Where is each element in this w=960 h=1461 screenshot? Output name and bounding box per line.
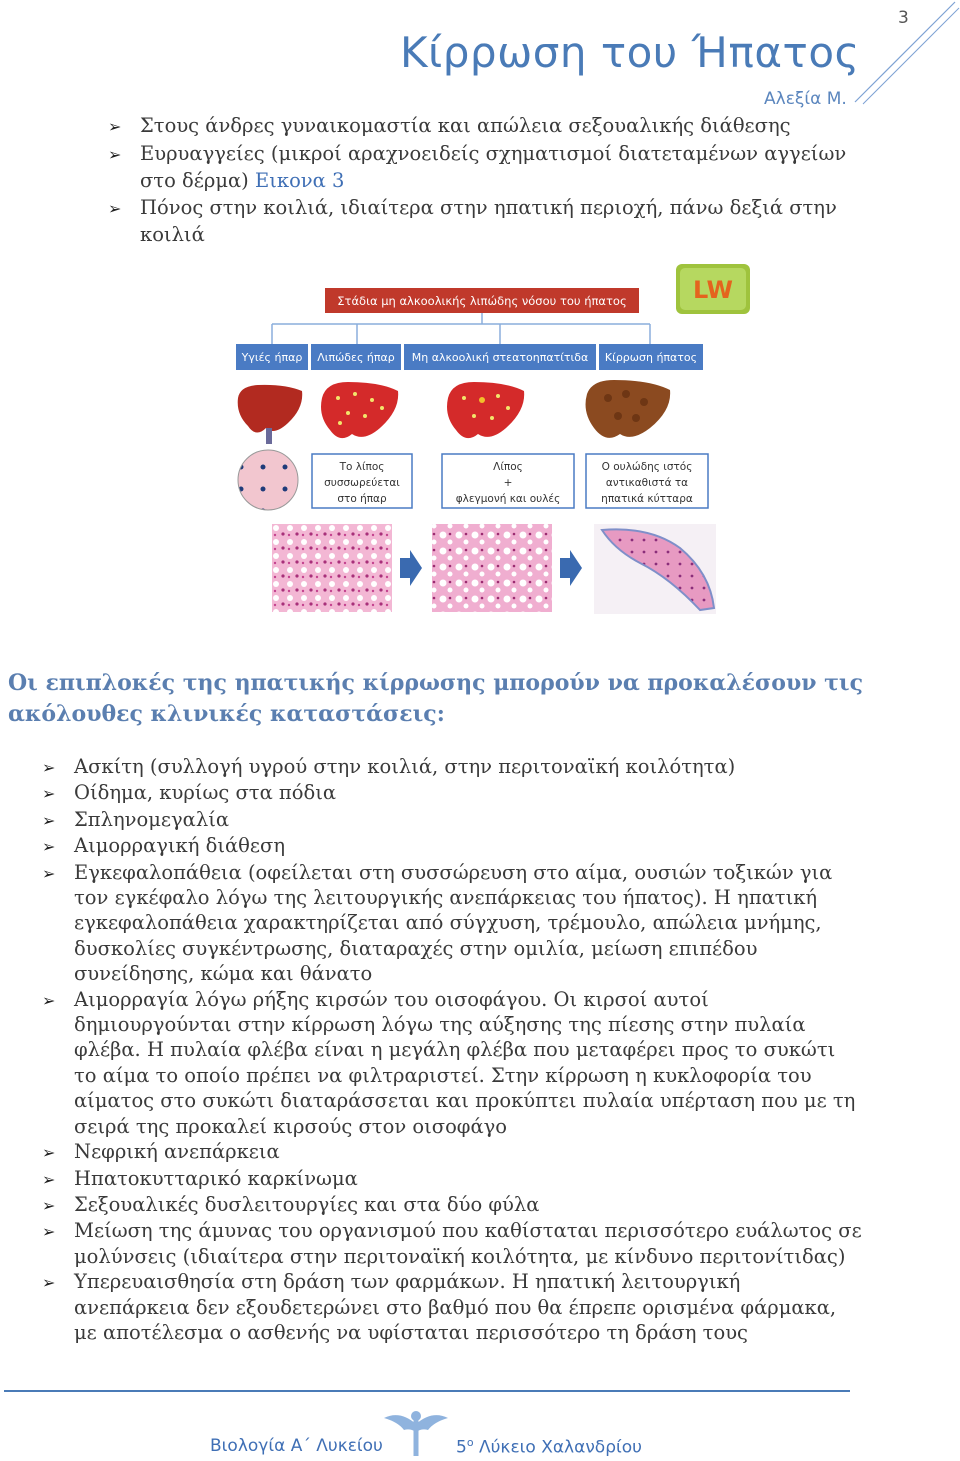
bullet-text: Στους άνδρες γυναικομαστία και απώλεια σεξουαλικής διάθεσης (140, 114, 791, 137)
arrow-bullet-icon: ➢ (108, 145, 122, 164)
author-name: Αλεξία Μ. (764, 89, 847, 109)
complication-text: Αιμορραγική διάθεση (74, 834, 285, 858)
complications-list (42, 754, 862, 1345)
arrow-bullet-icon: ➢ (108, 199, 122, 218)
arrow-bullet-icon: ➢ (42, 837, 56, 857)
complication-text: Εγκεφαλοπάθεια (οφείλεται στη συσσώρευση στο αίμα, ουσιών τοξικών για τον εγκέφαλο λόγω της λειτουργικής ανεπάρκειας του ήπατος). Η ηπατική εγκεφαλοπάθεια χαρακτηρίζεται από σύγχυση, τρέμουλο, απώλεια μνήμης, δυσκολίες συγκέντρωσης, διαταραχές στην ομιλία, μείωση επιπέδου συνείδησης, κώμα και θάνατο (74, 860, 833, 986)
complication-text: Σεξουαλικές δυσλειτουργίες και στα δύο φύλα (74, 1192, 540, 1216)
stage-label: Μη αλκοολική στεατοηπατίτιδα (411, 351, 589, 364)
complication-text: Ασκίτη (συλλογή υγρού στην κοιλιά, στην περιτοναϊκή κοιλότητα) (74, 755, 736, 778)
cirrhotic-liver-icon (586, 380, 671, 438)
list-item (42, 987, 862, 1139)
arrow-bullet-icon: ➢ (108, 117, 122, 136)
list-item (42, 833, 862, 859)
arrow-bullet-icon: ➢ (42, 1143, 56, 1163)
list-item (108, 194, 848, 248)
arrow-bullet-icon: ➢ (42, 990, 56, 1010)
arrow-bullet-icon: ➢ (42, 758, 56, 777)
footer-divider (4, 1390, 850, 1392)
complication-text: Νεφρική ανεπάρκεια (74, 1140, 280, 1164)
arrow-bullet-icon: ➢ (42, 1222, 56, 1242)
histology-fatty (272, 524, 392, 612)
arrow-bullet-icon: ➢ (42, 1195, 56, 1215)
page-number: 3 (898, 8, 909, 28)
list-item (42, 780, 862, 806)
complication-text: Αιμορραγία λόγω ρήξης κιρσών του οισοφάγου. Οι κιρσοί αυτοί δημιουργούνται στην κίρρωση λόγω της αύξησης της πίεσης στην πυλαία φλέβα. Η πυλαία φλέβα είναι η μεγάλη φλέβα που μεταφέρει προς το συκώτι το αίμα το οποίο πρέπει να φιλτραριστεί. Στην κίρρωση η κυκλοφορία του αίματος στο συκώτι διαταράσσεται και προκύπτει πυλαία υπέρταση που με τη σειρά της προκαλεί κιρσούς στον οισοφάγο (74, 987, 856, 1138)
arrow-bullet-icon: ➢ (42, 784, 56, 804)
arrow-right-icon (560, 550, 582, 586)
complication-text: Οίδημα, κυρίως στα πόδια (74, 781, 337, 805)
complication-text: Μείωση της άμυνας του οργανισμού που καθίσταται περισσότερο ευάλωτος σε μολύνσεις (ιδιαίτερα στην περιτοναϊκή κοιλότητα, με κίνδυνο περιτονίτιδας) (74, 1219, 862, 1268)
histology-cirrhosis (594, 524, 716, 614)
svg-text:ηπατικά κύτταρα: ηπατικά κύτταρα (601, 493, 693, 505)
svg-text:στο ήπαρ: στο ήπαρ (337, 493, 387, 505)
lw-logo (676, 264, 750, 314)
fatty-liver-icon (321, 382, 398, 438)
svg-text:φλεγμονή και ουλές: φλεγμονή και ουλές (455, 493, 561, 505)
stage-label: Λιπώδες ήπαρ (317, 351, 395, 364)
list-item (108, 140, 848, 194)
svg-text:Λίπος: Λίπος (493, 461, 523, 473)
arrow-bullet-icon: ➢ (42, 1169, 56, 1189)
svg-text:συσσωρεύεται: συσσωρεύεται (324, 477, 400, 489)
list-item (42, 1218, 862, 1269)
complication-text: Ηπατοκυτταρικό καρκίνωμα (74, 1166, 358, 1190)
footer-school: $5^o$ Λύκειο Χαλανδρίου (456, 1436, 642, 1458)
top-bullet-list (108, 112, 848, 248)
healthy-liver-icon (238, 385, 303, 510)
complication-text: Σπληνομεγαλία (74, 807, 230, 831)
nash-liver-icon (447, 382, 524, 438)
list-item (42, 754, 862, 780)
svg-text:αντικαθιστά τα: αντικαθιστά τα (605, 477, 689, 489)
histology-nash (432, 524, 552, 612)
corner-decoration (840, 0, 960, 110)
arrow-right-icon (400, 550, 422, 586)
caduceus-logo-icon (380, 1408, 452, 1458)
list-item (108, 112, 848, 140)
nafld-stages-figure (230, 258, 760, 618)
list-item (42, 1139, 862, 1165)
arrow-bullet-icon: ➢ (42, 1273, 56, 1293)
logo-text: LW (693, 276, 733, 304)
figure-reference-link[interactable]: Εικονα 3 (255, 169, 345, 192)
stage-label: Υγιές ήπαρ (241, 351, 303, 364)
svg-text:+: + (503, 477, 513, 489)
svg-text:Το λίπος: Το λίπος (339, 461, 385, 473)
stage-label: Κίρρωση ήπατος (604, 351, 698, 364)
bullet-text: Πόνος στην κοιλιά, ιδιαίτερα στην ηπατική περιοχή, πάνω δεξιά στην κοιλιά (140, 196, 837, 246)
list-item (42, 860, 862, 987)
complication-text: Υπερευαισθησία στη δράση των φαρμάκων. Η ηπατική λειτουργική ανεπάρκεια δεν εξουδετερώνει στο βαθμό που θα έπρεπε ορισμένα φάρμακα, με αποτέλεσμα ο ασθενής να υφίσταται περισσότερο τη δράση τους (74, 1270, 837, 1344)
arrow-bullet-icon: ➢ (42, 863, 56, 883)
complications-heading: Οι επιπλοκές της ηπατικής κίρρωσης μπορούν να προκαλέσουν τις ακόλουθες κλινικές καταστάσεις: (8, 670, 863, 727)
list-item (42, 1269, 862, 1345)
page-title: Κίρρωση του Ήπατος (400, 28, 860, 77)
arrow-bullet-icon: ➢ (42, 810, 56, 830)
svg-text:Ο ουλώδης ιστός: Ο ουλώδης ιστός (601, 461, 693, 473)
list-item (42, 807, 862, 833)
figure-title-text: Στάδια μη αλκοολικής λιπώδης νόσου του ήπατος (337, 294, 627, 308)
list-item (42, 1192, 862, 1218)
list-item (42, 1166, 862, 1192)
bullet-text: Ευρυαγγείες (μικροί αραχνοειδείς σχηματισμοί διατεταμένων αγγείων στο δέρμα) (140, 142, 847, 192)
footer-subject: Βιολογία Α΄ Λυκείου (210, 1436, 383, 1456)
